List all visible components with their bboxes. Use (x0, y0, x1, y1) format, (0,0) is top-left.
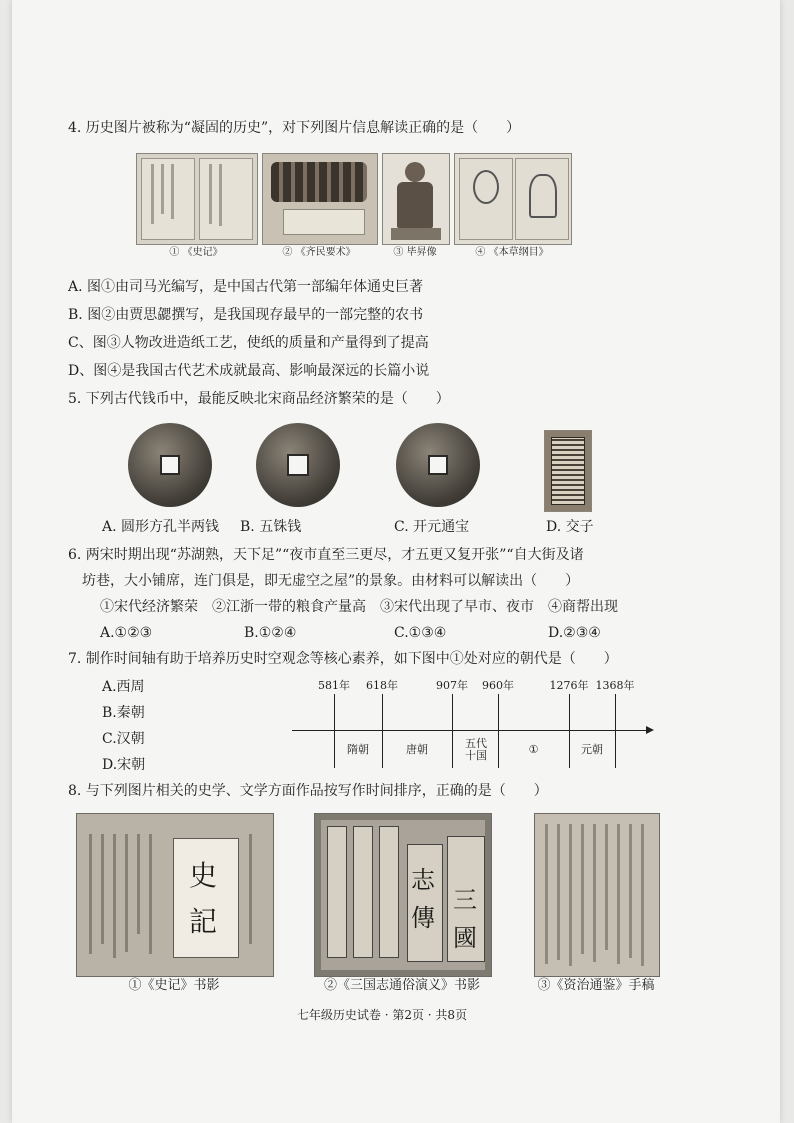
q4-caption-1: ① 《史记》 (169, 247, 223, 258)
timeline-year-581: 581年 (318, 679, 350, 692)
shiji-book-image (136, 153, 258, 245)
q4-option-c: C、图③人物改进造纸工艺，使纸的质量和产量得到了提高 (68, 335, 429, 351)
sanguo-char-4: 國 (453, 924, 477, 952)
timeline-tick (382, 694, 383, 768)
q6-stem-line2: 坊巷，大小铺席，连门俱是，即无虚空之屋”的景象。由材料可以解读出（ ） (82, 573, 580, 589)
timeline-tick (498, 694, 499, 768)
q8-caption-2: ②《三国志通俗演义》书影 (323, 978, 480, 993)
timeline-year-907: 907年 (436, 679, 468, 692)
page-footer: 七年级历史试卷 · 第2页 · 共8页 (296, 1008, 468, 1022)
q7-option-a: A.西周 (102, 679, 145, 695)
timeline-yuan: 元朝 (581, 743, 603, 756)
q4-option-b: B. 图②由贾思勰撰写，是我国现存最早的一部完整的农书 (68, 307, 424, 323)
qiminyaoshu-image (262, 153, 378, 245)
q4-caption-3: ③ 毕昇像 (393, 247, 437, 258)
sanguo-char-3: 三 (453, 886, 477, 914)
q6-statements: ①宋代经济繁荣 ②江浙一带的粮食产量高 ③宋代出现了早市、夜市 ④商帮出现 (100, 599, 618, 615)
shiji-char-2: 記 (189, 905, 218, 938)
timeline-year-618: 618年 (366, 679, 398, 692)
jiaozi-image (544, 430, 592, 512)
q8-caption-3: ③《资治通鉴》手稿 (537, 978, 655, 993)
q4-option-d: D、图④是我国古代艺术成就最高、影响最深远的长篇小说 (68, 363, 430, 379)
q5-stem: 5. 下列古代钱币中，最能反映北宋商品经济繁荣的是（ ） (68, 391, 450, 407)
wuzhu-coin-image (256, 423, 340, 507)
q7-option-d: D.宋朝 (102, 757, 146, 773)
q6-option-c: C.①③④ (394, 625, 447, 641)
q4-option-a: A. 图①由司马光编写，是中国古代第一部编年体通史巨著 (68, 279, 424, 295)
q6-option-d: D.②③④ (548, 625, 601, 641)
q5-option-b: B. 五铢钱 (240, 519, 302, 535)
q5-option-a: A. 圆形方孔半两钱 (102, 519, 220, 535)
sanguo-char-2: 傳 (411, 904, 435, 932)
sanguo-char-1: 志 (411, 866, 435, 894)
q7-option-b: B.秦朝 (102, 705, 145, 721)
q7-stem: 7. 制作时间轴有助于培养历史时空观念等核心素养，如下图中①处对应的朝代是（ ） (68, 651, 618, 667)
timeline-blank-1: ① (528, 743, 539, 756)
timeline-axis (292, 730, 648, 731)
q7-option-c: C.汉朝 (102, 731, 145, 747)
q6-stem-line1: 6. 两宋时期出现“苏湖熟，天下足”“夜市直至三更尽，才五更又复开张”“自大街及诸 (68, 547, 584, 563)
timeline-five-dynasties: 五代十国 (465, 737, 487, 762)
q4-stem: 4. 历史图片被称为“凝固的历史”，对下列图片信息解读正确的是（ ） (68, 120, 521, 136)
bencao-gangmu-image (454, 153, 572, 245)
q5-option-d: D. 交子 (546, 519, 594, 535)
q8-caption-1: ①《史记》书影 (128, 978, 220, 993)
timeline-year-960: 960年 (482, 679, 514, 692)
timeline-tick (615, 694, 616, 768)
q6-option-b: B.①②④ (244, 625, 297, 641)
timeline-year-1368: 1368年 (595, 679, 635, 692)
timeline-arrow-icon (646, 726, 654, 734)
banliang-coin-image (128, 423, 212, 507)
q6-option-a: A.①②③ (100, 625, 153, 641)
zizhi-tongjian-manuscript-image (534, 813, 660, 977)
timeline-sui: 隋朝 (347, 743, 369, 756)
timeline-tang: 唐朝 (406, 743, 428, 756)
timeline-tick (334, 694, 335, 768)
exam-page (12, 0, 780, 1123)
shiji-bookcover-image (76, 813, 274, 977)
timeline-year-1276: 1276年 (549, 679, 589, 692)
q4-caption-2: ② 《齐民要术》 (282, 247, 356, 258)
shiji-char-1: 史 (189, 859, 218, 892)
bisheng-statue-image (382, 153, 450, 245)
timeline-tick (569, 694, 570, 768)
q4-caption-4: ④ 《本草纲目》 (475, 247, 549, 258)
sanguo-book-image (314, 813, 492, 977)
kaiyuan-coin-image (396, 423, 480, 507)
q8-stem: 8. 与下列图片相关的史学、文学方面作品按写作时间排序，正确的是（ ） (68, 783, 548, 799)
timeline-tick (452, 694, 453, 768)
q5-option-c: C. 开元通宝 (394, 519, 470, 535)
